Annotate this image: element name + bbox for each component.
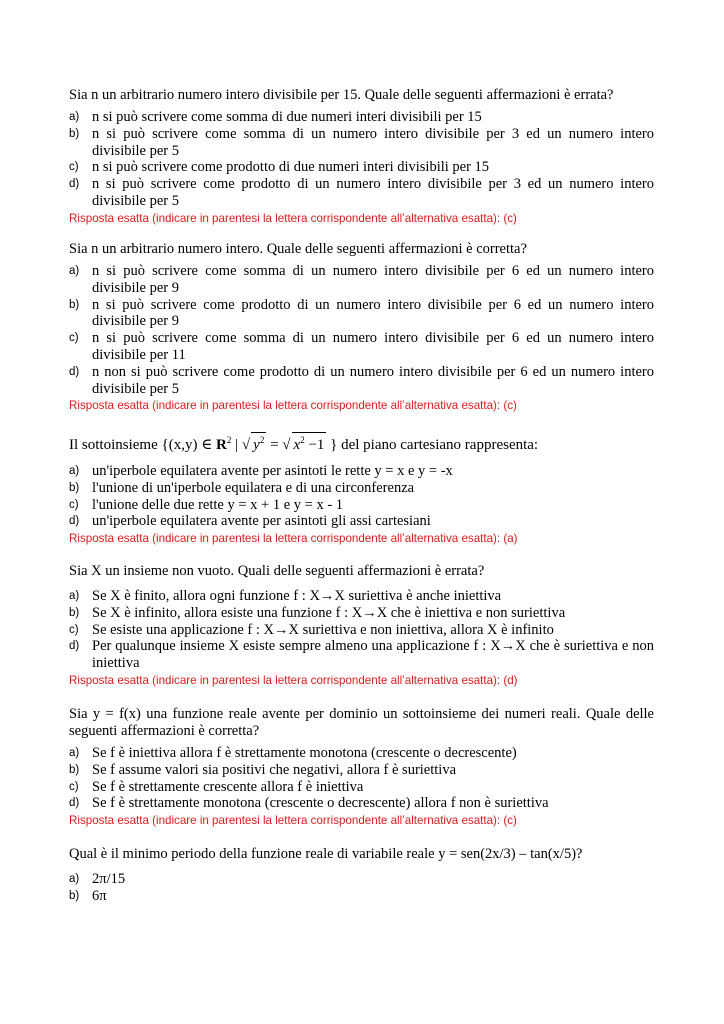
answer-prompt: Risposta esatta (indicare in parentesi la lettera corrispondente all’alternativa esatta): — [69, 211, 501, 225]
option-b — [69, 480, 654, 497]
option-c — [69, 159, 654, 176]
option-text: l'unione delle due rette y = x + 1 e y = x - 1 — [92, 496, 344, 513]
real-set-symbol: R — [216, 437, 227, 453]
option-text: n si può scrivere come somma di un numero intero divisibile per 6 ed un numero intero divisibile per 11 — [92, 330, 654, 363]
equals-sign: = — [270, 437, 279, 453]
set-open: {(x,y) ∈ — [161, 437, 213, 453]
option-label: a) — [69, 747, 80, 759]
stem-suffix: } del piano cartesiano rappresenta: — [330, 437, 539, 453]
option-label: c) — [69, 780, 79, 793]
answer-value: (a) — [503, 532, 518, 546]
option-c — [69, 497, 654, 514]
question-stem: Sia y = f(x) una funzione reale avente per dominio un sottoinsieme dei numeri reali. Quale delle seguenti affermazioni è corretta? — [69, 706, 654, 739]
answer-value: (d) — [503, 673, 518, 687]
option-label: d) — [69, 640, 80, 653]
option-text: n si può scrivere come prodotto di un numero intero divisibile per 3 ed un numero intero divisibile per 5 — [92, 176, 654, 209]
answer-line — [69, 531, 654, 546]
option-text: un'iperbole equilatera avente per asintoti le rette y = x e y = -x — [92, 463, 453, 479]
answer-prompt: Risposta esatta (indicare in parentesi la lettera corrispondente all’alternativa esatta): — [69, 532, 501, 546]
option-b — [69, 297, 654, 331]
option-text: Se f è strettamente monotona (crescente o decrescente) allora f non è suriettiva — [92, 795, 549, 812]
option-text: n si può scrivere come prodotto di un numero intero divisibile per 6 ed un numero intero divisibile per 9 — [92, 296, 654, 330]
option-b — [69, 762, 654, 779]
option-d — [69, 176, 654, 210]
option-label: d) — [69, 797, 80, 810]
option-text: 2π/15 — [92, 871, 126, 887]
option-text: l'unione di un'iperbole equilatera e di una circonferenza — [92, 479, 415, 496]
option-text: n si può scrivere come somma di un numero intero divisibile per 3 ed un numero intero divisibile per 5 — [92, 125, 654, 159]
option-label: c) — [69, 161, 79, 174]
option-d — [69, 638, 654, 672]
answer-line — [69, 398, 654, 413]
option-text: n si può scrivere come somma di due numeri interi divisibili per 15 — [92, 109, 482, 125]
question-6 — [69, 846, 654, 905]
answer-prompt: Risposta esatta (indicare in parentesi la lettera corrispondente all’alternativa esatta): — [69, 814, 501, 828]
option-b — [69, 605, 654, 622]
question-stem — [69, 432, 654, 454]
option-label: d) — [69, 515, 80, 528]
option-b — [69, 126, 654, 160]
option-label: a) — [69, 465, 80, 477]
option-d — [69, 795, 654, 812]
option-a — [69, 263, 654, 297]
option-a — [69, 871, 654, 888]
option-c — [69, 330, 654, 364]
question-1 — [69, 87, 654, 226]
option-text: 6π — [92, 887, 107, 904]
option-c — [69, 779, 654, 796]
answer-value: (c) — [503, 399, 517, 413]
sqrt-icon: √ — [282, 437, 291, 453]
sqrt-rhs — [292, 432, 327, 452]
option-label: b) — [69, 298, 80, 311]
option-d — [69, 364, 654, 398]
rhs-variable: x — [293, 437, 301, 453]
option-c — [69, 622, 654, 639]
option-label: c) — [69, 498, 79, 511]
option-text: Se esiste una applicazione f : X→X suriettiva e non iniettiva, allora X è infinito — [92, 621, 554, 638]
sqrt-icon: √ — [241, 437, 251, 453]
question-stem: Qual è il minimo periodo della funzione reale di variabile reale y = sen(2x/3) – tan(x/5)? — [69, 846, 583, 862]
option-text: Per qualunque insieme X esiste sempre almeno una applicazione f : X→X che è suriettiva e non iniettiva — [92, 638, 654, 672]
option-label: d) — [69, 178, 80, 191]
option-text: Se X è finito, allora ogni funzione f : X→X suriettiva è anche iniettiva — [92, 588, 502, 604]
option-label: b) — [69, 763, 80, 776]
question-3 — [69, 432, 654, 546]
option-label: a) — [69, 265, 80, 277]
rhs-rest: −1 — [308, 437, 325, 453]
option-label: b) — [69, 127, 80, 140]
option-text: Se X è infinito, allora esiste una funzione f : X→X che è iniettiva e non suriettiva — [92, 604, 566, 621]
option-label: b) — [69, 606, 80, 619]
question-5 — [69, 706, 654, 828]
lhs-exponent: 2 — [259, 435, 265, 445]
option-a — [69, 745, 654, 762]
option-a — [69, 588, 654, 605]
option-d — [69, 513, 654, 530]
answer-value: (c) — [503, 211, 517, 225]
option-text: Se f è strettamente crescente allora f è iniettiva — [92, 778, 364, 795]
rhs-exponent: 2 — [300, 435, 305, 445]
option-a — [69, 463, 654, 480]
option-text: n si può scrivere come somma di un numero intero divisibile per 6 ed un numero intero divisibile per 9 — [92, 263, 654, 296]
option-label: a) — [69, 111, 80, 123]
answer-line — [69, 813, 654, 828]
option-label: a) — [69, 873, 80, 885]
option-label: c) — [69, 332, 79, 345]
stem-prefix: Il sottoinsieme — [69, 437, 158, 453]
option-text: n non si può scrivere come prodotto di un numero intero divisibile per 6 ed un numero intero divisibile per 5 — [92, 363, 654, 397]
question-4 — [69, 563, 654, 688]
answer-prompt: Risposta esatta (indicare in parentesi la lettera corrispondente all’alternativa esatta): — [69, 673, 501, 687]
option-label: d) — [69, 365, 80, 378]
sqrt-lhs — [251, 432, 266, 452]
answer-value: (c) — [503, 814, 517, 828]
option-b — [69, 888, 654, 905]
option-text: un'iperbole equilatera avente per asintoti gli assi cartesiani — [92, 513, 431, 530]
option-text: Se f è iniettiva allora f è strettamente monotona (crescente o decrescente) — [92, 745, 517, 761]
option-label: b) — [69, 481, 80, 494]
set-bar: | — [235, 437, 239, 453]
answer-line — [69, 211, 654, 226]
answer-prompt: Risposta esatta (indicare in parentesi la lettera corrispondente all’alternativa esatta): — [69, 399, 501, 413]
question-stem: Sia n un arbitrario numero intero. Quale delle seguenti affermazioni è corretta? — [69, 241, 527, 257]
option-label: b) — [69, 889, 80, 902]
option-text: n si può scrivere come prodotto di due numeri interi divisibili per 15 — [92, 159, 490, 176]
option-text: Se f assume valori sia positivi che negativi, allora f è suriettiva — [92, 761, 457, 778]
question-stem: Sia n un arbitrario numero intero divisibile per 15. Quale delle seguenti affermazioni è errata? — [69, 87, 614, 103]
answer-line — [69, 673, 654, 688]
question-2 — [69, 241, 654, 413]
question-stem: Sia X un insieme non vuoto. Quali delle seguenti affermazioni è errata? — [69, 563, 485, 579]
option-a — [69, 109, 654, 126]
real-set-exponent: 2 — [226, 435, 232, 445]
lhs-variable: y — [253, 437, 260, 453]
option-label: c) — [69, 623, 79, 636]
option-label: a) — [69, 590, 80, 602]
